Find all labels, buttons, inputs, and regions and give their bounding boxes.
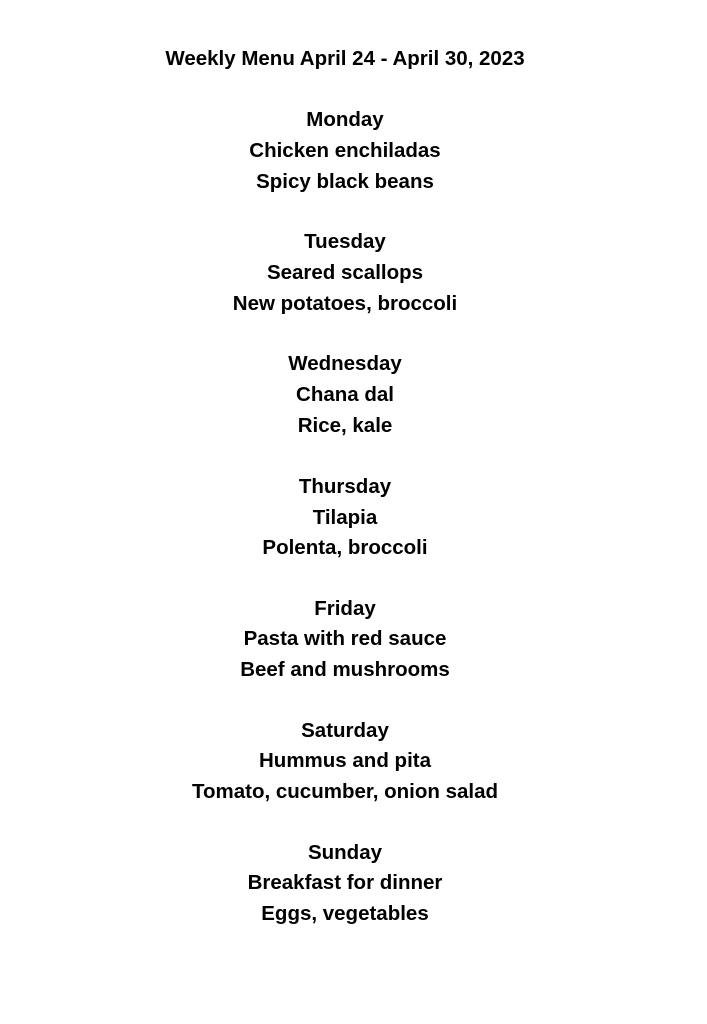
menu-item: Rice, kale <box>297 414 393 437</box>
menu-item: Breakfast for dinner <box>247 871 443 894</box>
day-heading-saturday: Saturday <box>301 719 389 742</box>
menu-title: Weekly Menu April 24 - April 30, 2023 <box>165 47 525 70</box>
day-heading-friday: Friday <box>314 597 376 620</box>
day-heading-sunday: Sunday <box>307 841 383 864</box>
menu-item: Tomato, cucumber, onion salad <box>191 780 499 803</box>
day-heading-monday: Monday <box>306 108 384 131</box>
menu-item: Seared scallops <box>266 261 424 284</box>
menu-item: Eggs, vegetables <box>261 902 429 925</box>
menu-item: Chicken enchiladas <box>249 139 441 162</box>
menu-item: Polenta, broccoli <box>262 536 428 559</box>
menu-item: Spicy black beans <box>256 170 434 193</box>
day-heading-thursday: Thursday <box>298 475 392 498</box>
menu-item: Tilapia <box>312 506 378 529</box>
day-heading-tuesday: Tuesday <box>304 230 386 253</box>
menu-item: Beef and mushrooms <box>240 658 450 681</box>
menu-item: Hummus and pita <box>259 749 431 772</box>
menu-item: Chana dal <box>296 383 394 406</box>
menu-item: Pasta with red sauce <box>243 627 447 650</box>
day-heading-wednesday: Wednesday <box>288 352 402 375</box>
menu-item: New potatoes, broccoli <box>232 292 458 315</box>
